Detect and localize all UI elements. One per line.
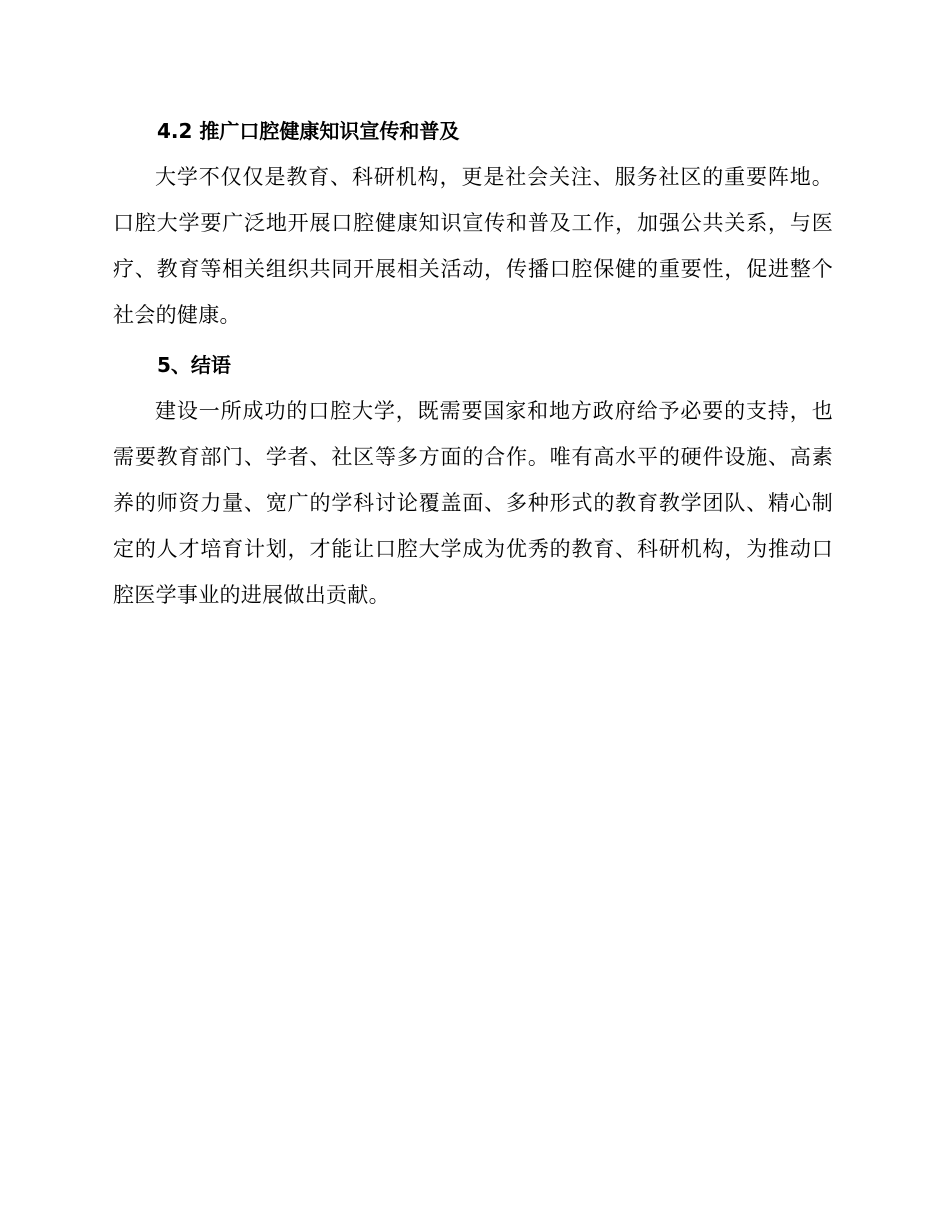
section-paragraph-4-2: 大学不仅仅是教育、科研机构，更是社会关注、服务社区的重要阵地。口腔大学要广泛地开展口腔健康知识宣传和普及工作，加强公共关系，与医疗、教育等相关组织共同开展相关活动，传播口腔保健的重要性，促进整个社会的健康。 bbox=[113, 165, 833, 327]
section-paragraph-5: 建设一所成功的口腔大学，既需要国家和地方政府给予必要的支持，也需要教育部门、学者、社区等多方面的合作。唯有高水平的硬件设施、高素养的师资力量、宽广的学科讨论覆盖面、多种形式的教育教学团队、精心制定的人才培育计划，才能让口腔大学成为优秀的教育、科研机构，为推动口腔医学事业的进展做出贡献。 bbox=[113, 399, 833, 607]
document-body bbox=[113, 108, 833, 622]
section-heading-4-2: 4.2 推广口腔健康知识宣传和普及 bbox=[157, 119, 460, 143]
section-heading-5: 5、结语 bbox=[157, 353, 231, 377]
